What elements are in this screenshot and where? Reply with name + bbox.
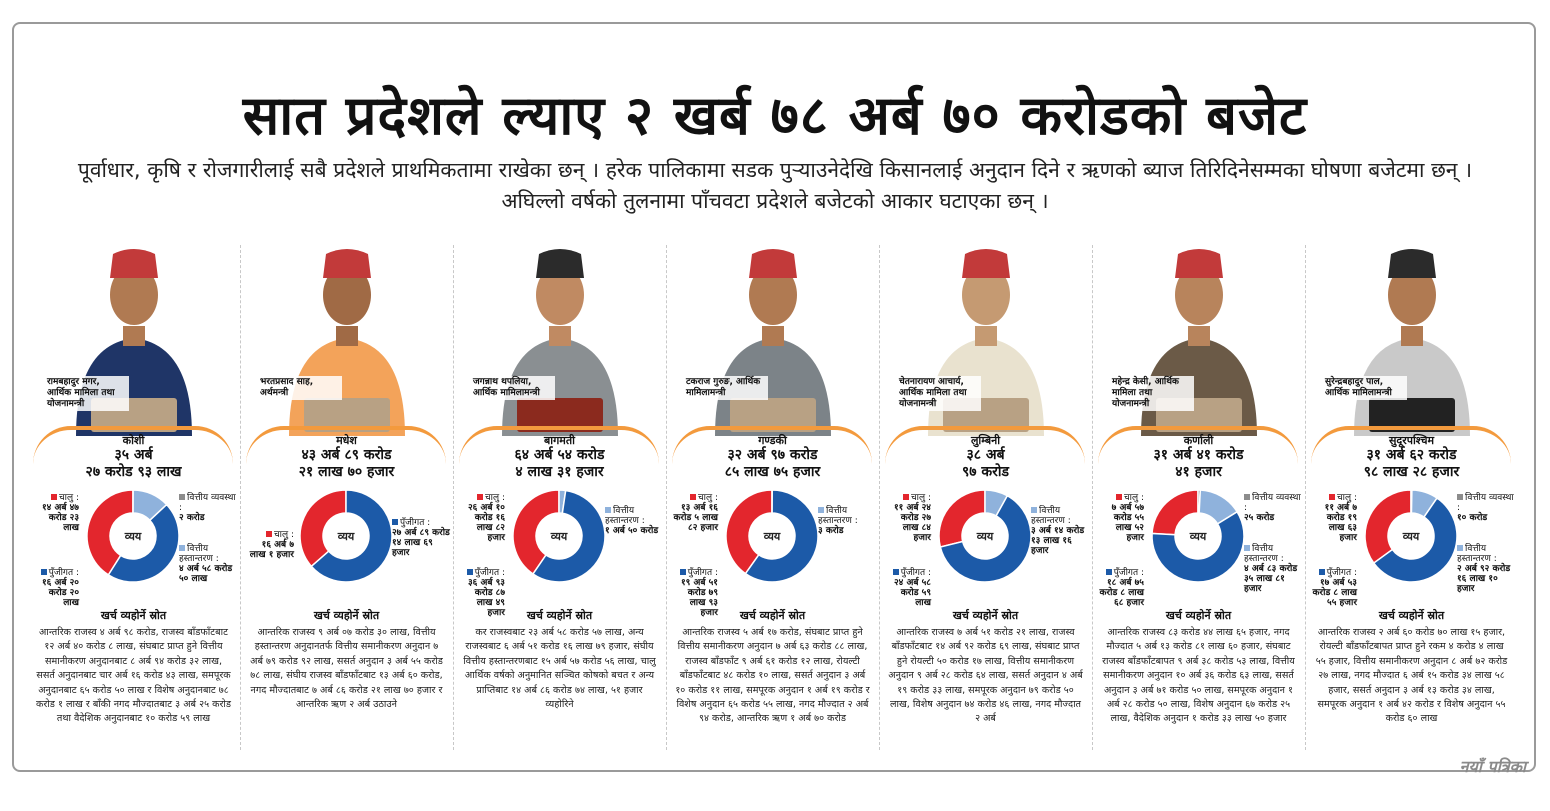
budget-line: ३१ अर्ब ६२ करोड bbox=[1366, 447, 1457, 463]
slice-label bbox=[1244, 493, 1302, 523]
province-column bbox=[1092, 240, 1305, 760]
province-budget bbox=[1305, 447, 1518, 481]
slice-label-value: २ अर्ब ९२ करोड १६ लाख १० हजार bbox=[1457, 564, 1511, 594]
legend-swatch bbox=[818, 507, 824, 513]
slice-label-name: चालु : bbox=[58, 493, 79, 503]
slice-label bbox=[179, 493, 237, 523]
slice-label-name: चालु : bbox=[697, 493, 718, 503]
slice-label-name: पुँजीगत : bbox=[474, 568, 505, 578]
legend-swatch bbox=[1457, 494, 1463, 500]
slice-label-value: २६ अर्ब १० करोड १६ लाख ८२ हजार bbox=[467, 503, 505, 543]
source-text: आन्तरिक राजस्व ९ अर्ब ०७ करोड ३० लाख, वित्तीय हस्तान्तरण अनुदानतर्फ वित्तीय समानीकरण अनुदान ७ अर्ब ७९ करोड ९२ लाख, ससर्त अनुदान ३ अर्ब ५५ करोड ७८ लाख, संघीय राजस्व बाँडफाँटबाट १३ अर्ब ६० करोड, नगद मौज्दातबाट ७ अर्ब ८६ करोड २१ लाख ७० हजार र आन्तरिक ऋण २ अर्ब उठाउने bbox=[250, 627, 443, 711]
slice-label-value: ४ अर्ब ८३ करोड ३५ लाख ८१ हजार bbox=[1244, 564, 1298, 594]
slice-label-name: वित्तीय व्यवस्था : bbox=[179, 493, 236, 513]
minister-caption: रामबहादुर मगर, आर्थिक मामिला तथा योजनामन्त्री bbox=[45, 376, 129, 411]
minister-photo bbox=[700, 240, 846, 436]
province-budget bbox=[453, 447, 666, 481]
budget-line: ३५ अर्ब bbox=[114, 447, 153, 463]
source-text: आन्तरिक राजस्व ५ अर्ब १७ करोड, संघबाट प्राप्त हुने वित्तीय समानीकरण अनुदान ७ अर्ब ६३ करोड ८८ लाख, राजस्व बाँडफाँट ९ अर्ब ६१ करोड १२ लाख, रोयल्टी बाँडफाँटबाट ४८ करोड १० लाख, ससर्त अनुदान ३ अर्ब १० करोड ११ लाख, समपूरक अनुदान १ अर्ब १९ करोड र विशेष अनुदान ६५ करोड ५५ लाख, नगद मौज्दात २ अर्ब ९४ करोड, आन्तरिक ऋण १ अर्ब ७० करोड bbox=[675, 627, 870, 725]
legend-swatch bbox=[1244, 494, 1250, 500]
slice-label-value: १० करोड bbox=[1457, 513, 1488, 523]
column-divider bbox=[666, 245, 667, 750]
slice-label-name: वित्तीय हस्तान्तरण : bbox=[1457, 544, 1497, 564]
province-column bbox=[27, 240, 240, 760]
slice-label-name: वित्तीय व्यवस्था : bbox=[1244, 493, 1301, 513]
source-heading: खर्च व्यहोर्ने स्रोत bbox=[100, 609, 167, 622]
source-heading: खर्च व्यहोर्ने स्रोत bbox=[739, 609, 806, 622]
donut-center-label: व्यय bbox=[763, 530, 781, 543]
budget-line: ३२ अर्ब ९७ करोड bbox=[727, 447, 818, 463]
slice-label-name: चालु : bbox=[484, 493, 505, 503]
slice-label bbox=[31, 568, 79, 608]
legend-swatch bbox=[41, 569, 47, 575]
slice-label-value: १७ अर्ब ५३ करोड ८ लाख ५५ हजार bbox=[1312, 578, 1357, 608]
province-name: बागमती bbox=[543, 434, 576, 447]
slice-label bbox=[670, 493, 718, 533]
donut-center-label: व्यय bbox=[550, 530, 568, 543]
slice-label bbox=[392, 518, 450, 558]
legend-swatch bbox=[1457, 545, 1463, 551]
slice-label-name: चालु : bbox=[910, 493, 931, 503]
slice-label-value: ३ करोड bbox=[818, 526, 844, 536]
budget-line: ३८ अर्ब bbox=[966, 447, 1005, 463]
source-text: आन्तरिक राजस्व ७ अर्ब ५१ करोड २१ लाख, राजस्व बाँडफाँटबाट १४ अर्ब ९२ करोड ६९ लाख, संघबाट प्राप्त हुने रोयल्टी ५० करोड १७ लाख, वित्तीय समानीकरण अनुदान ९ अर्ब २८ करोड ६४ लाख, ससर्त अनुदान ४ अर्ब १९ करोड ३३ लाख, समपूरक अनुदान ७९ करोड ५० लाख, विशेष अनुदान ७४ करोड ४६ लाख, नगद मौज्दात २ अर्ब bbox=[888, 627, 1083, 725]
slice-label bbox=[179, 544, 237, 584]
province-name: गण्डकी bbox=[758, 434, 787, 447]
donut-center-label: व्यय bbox=[337, 530, 355, 543]
legend-swatch bbox=[605, 507, 611, 513]
province-column bbox=[453, 240, 666, 760]
legend-swatch bbox=[1329, 494, 1335, 500]
legend-swatch bbox=[893, 569, 899, 575]
legend-swatch bbox=[51, 494, 57, 500]
donut-center-label: व्यय bbox=[1189, 530, 1207, 543]
legend-swatch bbox=[680, 569, 686, 575]
minister-caption: महेन्द्र केसी, आर्थिक मामिला तथा योजनामन्त्री bbox=[1110, 376, 1194, 411]
slice-label bbox=[1096, 568, 1144, 608]
column-divider bbox=[240, 245, 241, 750]
source-text: आन्तरिक राजस्व ४ अर्ब ९८ करोड, राजस्व बाँडफाँटबाट १२ अर्ब ४० करोड ८ लाख, संघबाट प्राप्त हुने वित्तीय समानीकरण अनुदानबाट ८ अर्ब ९४ करोड ३२ लाख, ससर्त अनुदानबाट चार अर्ब १६ करोड ४३ लाख, समपूरक अनुदानबाट ६५ करोड ५० लाख र विशेष अनुदानबाट ७८ करोड १ लाख र बाँकी नगद मौज्दातबाट ३ अर्ब २५ करोड तथा वैदेशिक अनुदानबाट १० करोड ५९ लाख bbox=[35, 627, 232, 725]
province-column bbox=[240, 240, 453, 760]
slice-label-name: वित्तीय हस्तान्तरण : bbox=[1244, 544, 1284, 564]
source-heading: खर्च व्यहोर्ने स्रोत bbox=[526, 609, 593, 622]
slice-label-name: पुँजीगत : bbox=[687, 568, 718, 578]
source-heading: खर्च व्यहोर्ने स्रोत bbox=[952, 609, 1019, 622]
slice-label bbox=[246, 530, 294, 560]
column-divider bbox=[1092, 245, 1093, 750]
slice-label-value: १९ अर्ब ५१ करोड ७९ लाख ९३ हजार bbox=[680, 578, 718, 618]
slice-label bbox=[818, 506, 876, 536]
donut-center-label: व्यय bbox=[1402, 530, 1420, 543]
page-title: सात प्रदेशले ल्याए २ खर्ब ७८ अर्ब ७० करोडको बजेट bbox=[242, 84, 1308, 147]
column-divider bbox=[879, 245, 880, 750]
legend-swatch bbox=[1319, 569, 1325, 575]
legend-swatch bbox=[1106, 569, 1112, 575]
province-name: कोशी bbox=[122, 434, 145, 447]
minister-caption: भरतप्रसाद साह, अर्थमन्त्री bbox=[258, 376, 342, 400]
slice-label-value: २ करोड bbox=[179, 513, 205, 523]
minister-photo bbox=[487, 240, 633, 436]
source-heading: खर्च व्यहोर्ने स्रोत bbox=[1378, 609, 1445, 622]
slice-label-name: वित्तीय व्यवस्था : bbox=[1457, 493, 1514, 513]
slice-label-value: २५ करोड bbox=[1244, 513, 1275, 523]
slice-label-value: ४ अर्ब ५८ करोड ५० लाख bbox=[179, 564, 233, 584]
legend-swatch bbox=[690, 494, 696, 500]
budget-line: २१ लाख ७० हजार bbox=[298, 464, 395, 480]
budget-line: ३१ अर्ब ४१ करोड bbox=[1153, 447, 1244, 463]
source-heading: खर्च व्यहोर्ने स्रोत bbox=[1165, 609, 1232, 622]
province-budget bbox=[1092, 447, 1305, 481]
slice-label-value: १८ अर्ब ७५ करोड ८ लाख ६८ हजार bbox=[1099, 578, 1144, 608]
slice-label bbox=[31, 493, 79, 533]
slice-label-name: वित्तीय हस्तान्तरण : bbox=[1031, 506, 1071, 526]
province-name: मधेश bbox=[336, 434, 357, 447]
column-divider bbox=[453, 245, 454, 750]
slice-label-value: ७ अर्ब ५७ करोड ५५ लाख ५२ हजार bbox=[1111, 503, 1144, 543]
minister-caption: चेतनारायण आचार्य, आर्थिक मामिला तथा योजनामन्त्री bbox=[897, 376, 981, 411]
legend-swatch bbox=[1116, 494, 1122, 500]
province-name: सुदूरपश्चिम bbox=[1388, 434, 1435, 447]
province-column bbox=[1305, 240, 1518, 760]
slice-label bbox=[1031, 506, 1089, 556]
slice-label-name: वित्तीय हस्तान्तरण : bbox=[818, 506, 858, 526]
province-name: कर्णाली bbox=[1183, 434, 1214, 447]
budget-line: ४ लाख ३१ हजार bbox=[515, 464, 604, 480]
legend-swatch bbox=[467, 569, 473, 575]
minister-photo bbox=[1339, 240, 1485, 436]
slice-label-name: पुँजीगत : bbox=[900, 568, 931, 578]
slice-label-name: पुँजीगत : bbox=[1326, 568, 1357, 578]
slice-label-value: ११ अर्ब ७ करोड १९ लाख ६३ हजार bbox=[1324, 503, 1357, 543]
slice-label bbox=[883, 568, 931, 608]
minister-caption: सुरेन्द्रबहादुर पाल, आर्थिक मामिलामन्त्री bbox=[1323, 376, 1407, 400]
slice-label-name: चालु : bbox=[1336, 493, 1357, 503]
budget-line: ९८ लाख २८ हजार bbox=[1363, 464, 1460, 480]
source-text: कर राजस्वबाट २३ अर्ब ५८ करोड ५७ लाख, अन्य राजस्वबाट ६ अर्ब ५१ करोड १६ लाख ७९ हजार, संघीय वित्तीय हस्तान्तरणबाट १५ अर्ब ५७ करोड ५६ लाख, चालु आर्थिक वर्षको अनुमानित सञ्चित कोषको बचत र अन्य प्राप्तिबाट १४ अर्ब ८६ करोड ७४ लाख, ५१ हजार व्यहोरिने bbox=[463, 627, 656, 711]
province-column bbox=[879, 240, 1092, 760]
source-heading: खर्च व्यहोर्ने स्रोत bbox=[313, 609, 380, 622]
slice-label-value: १६ अर्ब ७ लाख १ हजार bbox=[249, 540, 294, 560]
budget-line: २७ करोड ९३ लाख bbox=[85, 464, 182, 480]
slice-label-name: वित्तीय हस्तान्तरण : bbox=[605, 506, 645, 526]
budget-line: ८५ लाख ७५ हजार bbox=[724, 464, 821, 480]
slice-label-name: वित्तीय हस्तान्तरण : bbox=[179, 544, 219, 564]
slice-label-name: पुँजीगत : bbox=[400, 518, 431, 528]
minister-caption: जगन्नाथ थपलिया, आर्थिक मामिलामन्त्री bbox=[471, 376, 555, 400]
column-divider bbox=[1305, 245, 1306, 750]
slice-label-name: पुँजीगत : bbox=[1113, 568, 1144, 578]
legend-swatch bbox=[266, 531, 272, 537]
donut-center-label: व्यय bbox=[124, 530, 142, 543]
minister-caption: टकराज गुरुङ, आर्थिक मामिलामन्त्री bbox=[684, 376, 768, 400]
slice-label bbox=[1244, 544, 1302, 594]
slice-label-value: १ अर्ब ५० करोड bbox=[605, 526, 659, 536]
slice-label bbox=[457, 493, 505, 543]
budget-line: ४३ अर्ब ८९ करोड bbox=[301, 447, 392, 463]
slice-label-value: ११ अर्ब २४ करोड २७ लाख ८४ हजार bbox=[893, 503, 931, 543]
province-budget bbox=[240, 447, 453, 481]
province-budget bbox=[879, 447, 1092, 481]
province-budget bbox=[27, 447, 240, 481]
slice-label-value: ३ अर्ब १४ करोड १३ लाख १६ हजार bbox=[1031, 526, 1085, 556]
budget-line: ९७ करोड bbox=[961, 464, 1010, 480]
legend-swatch bbox=[1244, 545, 1250, 551]
province-budget bbox=[666, 447, 879, 481]
slice-label-value: १४ अर्ब ४७ करोड २३ लाख bbox=[41, 503, 79, 533]
legend-swatch bbox=[477, 494, 483, 500]
slice-label bbox=[1309, 568, 1357, 608]
donut-slice bbox=[1152, 490, 1198, 535]
donut-slice bbox=[300, 490, 346, 566]
page-subtitle: पूर्वाधार, कृषि र रोजगारीलाई सबै प्रदेशले प्राथमिकतामा राखेका छन् । हरेक पालिकामा सडक पुऱ्याउनेदेखि किसानलाई अनुदान दिने र ऋणको ब्याज तिरिदिनेसम्मका घोषणा बजेटमा छन् । अघिल्लो वर्षको तुलनामा पाँचवटा प्रदेशले बजेटको आकार घटाएका छन् । bbox=[77, 158, 1473, 213]
legend-swatch bbox=[903, 494, 909, 500]
legend-swatch bbox=[179, 494, 185, 500]
slice-label bbox=[1457, 544, 1515, 594]
province-name: लुम्बिनी bbox=[970, 434, 1001, 447]
slice-label-name: पुँजीगत : bbox=[48, 568, 79, 578]
legend-swatch bbox=[179, 545, 185, 551]
slice-label-value: ३६ अर्ब ९३ करोड ८७ लाख ४९ हजार bbox=[467, 578, 505, 618]
legend-swatch bbox=[1031, 507, 1037, 513]
slice-label-value: १३ अर्ब १६ करोड ५ लाख ८२ हजार bbox=[673, 503, 718, 533]
source-text: आन्तरिक राजस्व २ अर्ब ६० करोड ७० लाख १५ हजार, रोयल्टी बाँडफाँटबापत प्राप्त हुने रकम ४ करोड ४ लाख ५५ हजार, वित्तीय समानीकरण अनुदान ८ अर्ब ७२ करोड २७ लाख, नगद मौज्दात ६ अर्ब १५ करोड ३४ लाख ५८ हजार, ससर्त अनुदान ३ अर्ब १३ करोड ३४ लाख, समपूरक अनुदान १ अर्ब ४२ करोड र विशेष अनुदान ५५ करोड ६० लाख bbox=[1315, 627, 1508, 725]
slice-label bbox=[1457, 493, 1515, 523]
budget-line: ६४ अर्ब ५४ करोड bbox=[514, 447, 605, 463]
legend-swatch bbox=[392, 519, 398, 525]
slice-label-name: चालु : bbox=[273, 530, 294, 540]
slice-label bbox=[1096, 493, 1144, 543]
slice-label-value: २४ अर्ब ५८ करोड ५९ लाख bbox=[893, 578, 931, 608]
slice-label bbox=[883, 493, 931, 543]
slice-label-value: २७ अर्ब ८९ करोड १४ लाख ६९ हजार bbox=[392, 528, 450, 558]
source-text: आन्तरिक राजस्व ८३ करोड ४४ लाख ६५ हजार, नगद मौज्दात ५ अर्ब १३ करोड ८१ लाख ६० हजार, संघबाट राजस्व बाँडफाँटबापत ९ अर्ब ३८ करोड ५३ लाख, वित्तीय समानीकरण अनुदान १० अर्ब ३६ करोड ६३ लाख, ससर्त अनुदान ३ अर्ब ७१ करोड ५० लाख, समपूरक अनुदान १ अर्ब २८ करोड ५० लाख, विशेष अनुदान ६७ करोड २५ लाख, वैदेशिक अनुदान १ करोड ३३ लाख ५० हजार bbox=[1102, 627, 1295, 725]
slice-label bbox=[605, 506, 663, 536]
minister-photo bbox=[274, 240, 420, 436]
budget-line: ४१ हजार bbox=[1175, 464, 1222, 480]
slice-label-value: १६ अर्ब २० करोड २० लाख bbox=[41, 578, 79, 608]
brand-logo: नयाँ पत्रिका bbox=[1459, 757, 1526, 776]
donut-center-label: व्यय bbox=[976, 530, 994, 543]
province-column bbox=[666, 240, 879, 760]
slice-label-name: चालु : bbox=[1123, 493, 1144, 503]
slice-label bbox=[1309, 493, 1357, 543]
